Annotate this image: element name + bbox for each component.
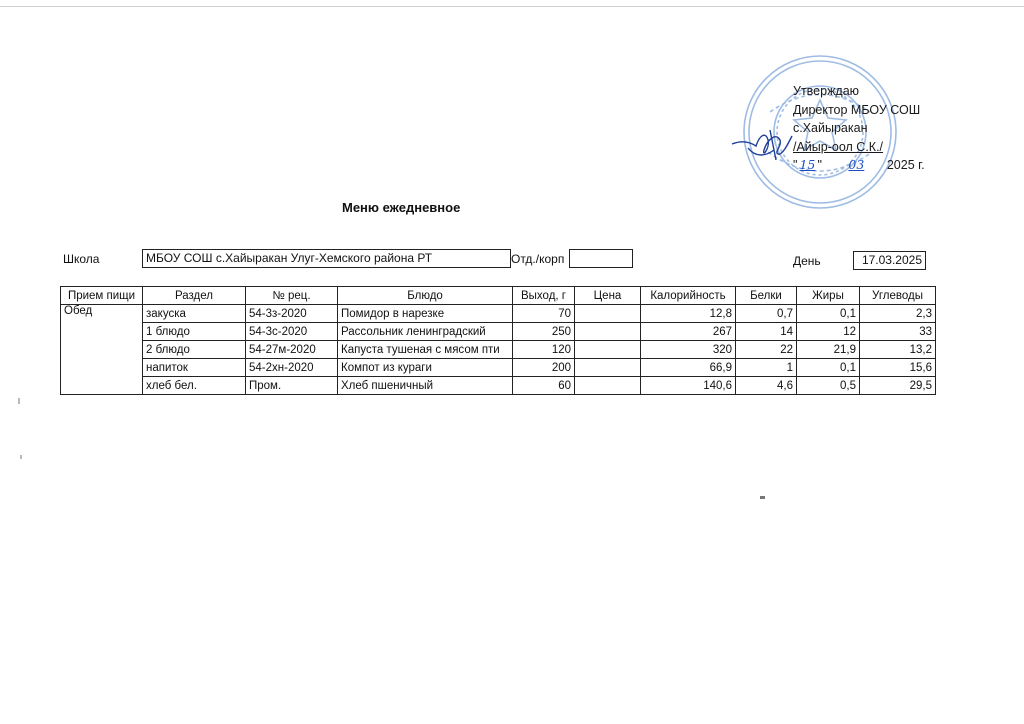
table-row [61, 305, 936, 323]
output-cell: 200 [513, 359, 575, 377]
protein-cell: 4,6 [736, 377, 797, 395]
table-row [61, 359, 936, 377]
scan-speck [20, 455, 22, 459]
table-header-row [61, 287, 936, 305]
col-header-dish: Блюдо [338, 287, 513, 305]
approval-date-year: 2025 г. [886, 158, 925, 172]
fat-cell: 0,5 [797, 377, 860, 395]
output-cell: 120 [513, 341, 575, 359]
fat-cell: 21,9 [797, 341, 860, 359]
price-cell [575, 305, 641, 323]
col-header-calories: Калорийность [641, 287, 736, 305]
table-row [61, 323, 936, 341]
calories-cell: 12,8 [641, 305, 736, 323]
calories-cell: 320 [641, 341, 736, 359]
dept-label: Отд./корп [511, 252, 565, 266]
approval-director-name: /Айыр-оол С.К./ [793, 139, 884, 154]
protein-cell: 22 [736, 341, 797, 359]
carbs-cell: 15,6 [860, 359, 936, 377]
section-cell: закуска [143, 305, 246, 323]
col-header-meal: Прием пищи [61, 287, 143, 305]
approval-position: Директор МБОУ СОШ [793, 102, 921, 117]
output-cell: 70 [513, 305, 575, 323]
recipe-cell: 54-27м-2020 [246, 341, 338, 359]
day-value: 17.03.2025 [853, 251, 926, 270]
carbs-cell: 13,2 [860, 341, 936, 359]
calories-cell: 66,9 [641, 359, 736, 377]
menu-table [60, 286, 936, 395]
table-row [61, 377, 936, 395]
section-cell: 1 блюдо [143, 323, 246, 341]
section-cell: 2 блюдо [143, 341, 246, 359]
dish-cell: Компот из кураги [338, 359, 513, 377]
approval-block [793, 82, 925, 175]
dish-cell: Помидор в нарезке [338, 305, 513, 323]
section-cell: напиток [143, 359, 246, 377]
recipe-cell: 54-2хн-2020 [246, 359, 338, 377]
school-label: Школа [63, 252, 100, 266]
dish-cell: Рассольник ленинградский [338, 323, 513, 341]
protein-cell: 0,7 [736, 305, 797, 323]
protein-cell: 1 [736, 359, 797, 377]
col-header-protein: Белки [736, 287, 797, 305]
recipe-cell: Пром. [246, 377, 338, 395]
table-row [61, 341, 936, 359]
protein-cell: 14 [736, 323, 797, 341]
scan-speck [18, 398, 20, 404]
calories-cell: 140,6 [641, 377, 736, 395]
recipe-cell: 54-3с-2020 [246, 323, 338, 341]
col-header-output: Выход, г [513, 287, 575, 305]
approval-date-month: 03 [848, 157, 865, 172]
price-cell [575, 359, 641, 377]
price-cell [575, 323, 641, 341]
scan-top-edge [0, 6, 1024, 7]
col-header-section: Раздел [143, 287, 246, 305]
approval-date-day: 15 [799, 157, 816, 172]
scan-speck [760, 496, 765, 499]
section-cell: хлеб бел. [143, 377, 246, 395]
fat-cell: 0,1 [797, 305, 860, 323]
carbs-cell: 33 [860, 323, 936, 341]
fat-cell: 12 [797, 323, 860, 341]
dept-value [569, 249, 633, 268]
fat-cell: 0,1 [797, 359, 860, 377]
page-title: Меню ежедневное [342, 200, 461, 215]
col-header-carbs: Углеводы [860, 287, 936, 305]
approval-date: " 15 " 03 2025 г. [793, 156, 925, 175]
dish-cell: Капуста тушеная с мясом пти [338, 341, 513, 359]
carbs-cell: 2,3 [860, 305, 936, 323]
price-cell [575, 377, 641, 395]
approval-location: с.Хайыракан [793, 121, 868, 135]
col-header-fat: Жиры [797, 287, 860, 305]
recipe-cell: 54-3з-2020 [246, 305, 338, 323]
price-cell [575, 341, 641, 359]
dish-cell: Хлеб пшеничный [338, 377, 513, 395]
output-cell: 60 [513, 377, 575, 395]
calories-cell: 267 [641, 323, 736, 341]
day-label: День [793, 254, 821, 268]
col-header-recipe: № рец. [246, 287, 338, 305]
carbs-cell: 29,5 [860, 377, 936, 395]
col-header-price: Цена [575, 287, 641, 305]
school-value: МБОУ СОШ с.Хайыракан Улуг-Хемского района РТ [142, 249, 511, 268]
meal-cell: Обед [61, 305, 143, 395]
approval-line: Утверждаю [793, 84, 860, 98]
output-cell: 250 [513, 323, 575, 341]
